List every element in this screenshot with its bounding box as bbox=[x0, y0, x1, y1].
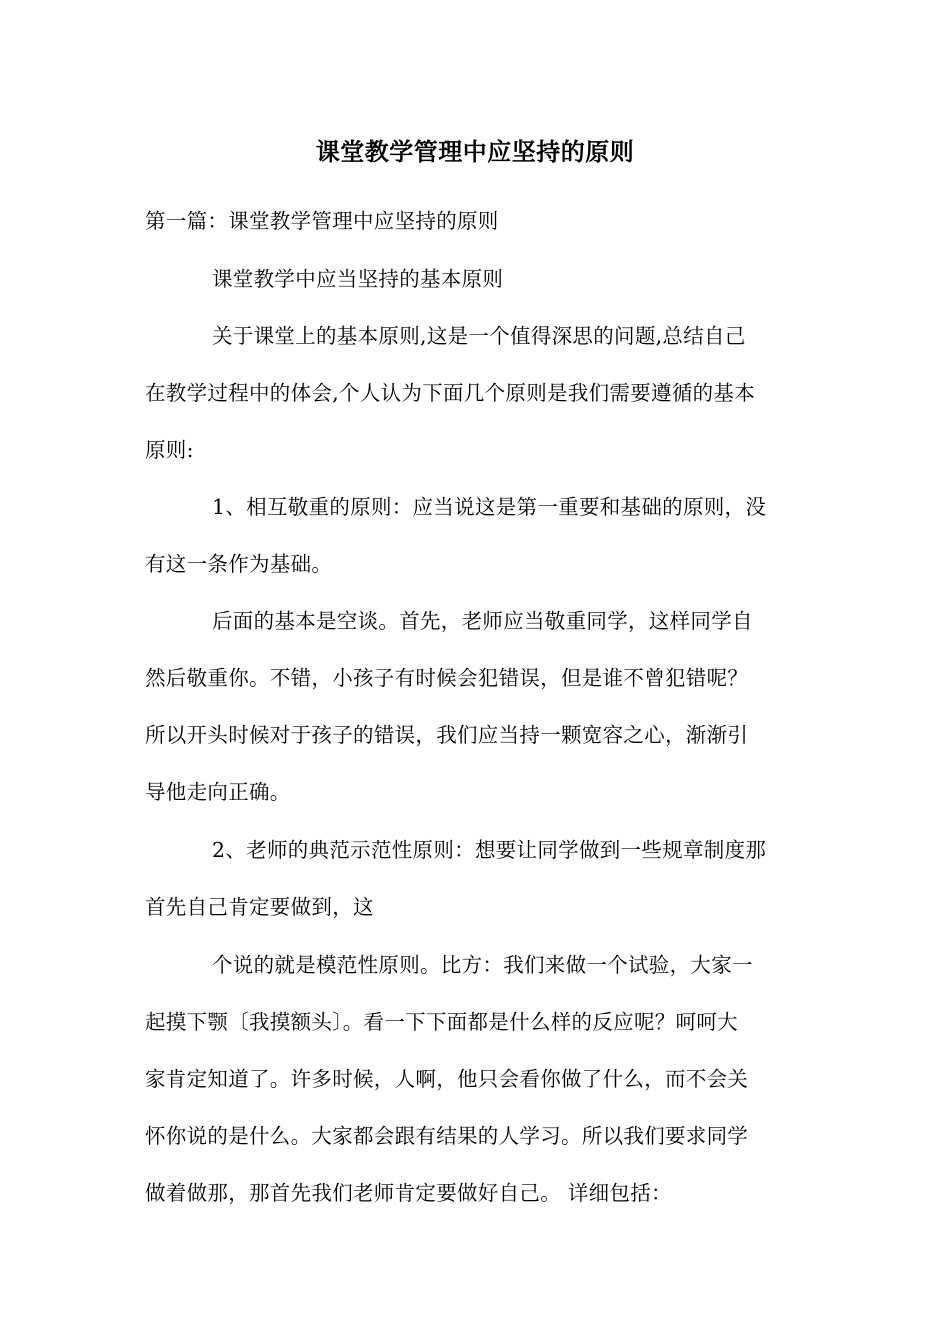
document-title: 课堂教学管理中应坚持的原则 bbox=[315, 137, 635, 166]
paragraph-line: 个说的就是模范性原则。比方：我们来做一个试验，大家一 bbox=[212, 953, 753, 977]
paragraph-line: 后面的基本是空谈。首先，老师应当敬重同学，这样同学自 bbox=[212, 609, 753, 633]
paragraph-line: 然后敬重你。不错，小孩子有时候会犯错误，但是谁不曾犯错呢？ bbox=[145, 666, 749, 690]
paragraph-line: 课堂教学中应当坚持的基本原则 bbox=[212, 267, 504, 291]
paragraph-line: 做着做那，那首先我们老师肯定要做好自己。 详细包括： bbox=[145, 1181, 672, 1205]
paragraph-line: 关于课堂上的基本原则,这是一个值得深思的问题,总结自己 bbox=[212, 324, 746, 348]
paragraph-line: 怀你说的是什么。大家都会跟有结果的人学习。所以我们要求同学 bbox=[145, 1124, 749, 1148]
paragraph-line: 所以开头时候对于孩子的错误，我们应当持一颗宽容之心，渐渐引 bbox=[145, 723, 749, 747]
paragraph-line: 1、相互敬重的原则：应当说这是第一重要和基础的原则，没 bbox=[212, 495, 767, 519]
paragraph-line: 2、老师的典范示范性原则：想要让同学做到一些规章制度那 bbox=[212, 838, 767, 862]
paragraph-line: 家肯定知道了。许多时候，人啊，他只会看你做了什么，而不会关 bbox=[145, 1067, 749, 1091]
paragraph-line: 首先自己肯定要做到，这 bbox=[145, 895, 374, 919]
paragraph-line: 第一篇：课堂教学管理中应坚持的原则 bbox=[145, 209, 499, 233]
paragraph-line: 导他走向正确。 bbox=[145, 780, 291, 804]
paragraph-line: 起摸下颚〔我摸额头〕。看一下下面都是什么样的反应呢？呵呵大 bbox=[145, 1010, 738, 1034]
paragraph-line: 有这一条作为基础。 bbox=[145, 552, 333, 576]
paragraph-line: 在教学过程中的体会,个人认为下面几个原则是我们需要遵循的基本 bbox=[145, 381, 756, 405]
paragraph-line: 原则: bbox=[145, 438, 194, 462]
